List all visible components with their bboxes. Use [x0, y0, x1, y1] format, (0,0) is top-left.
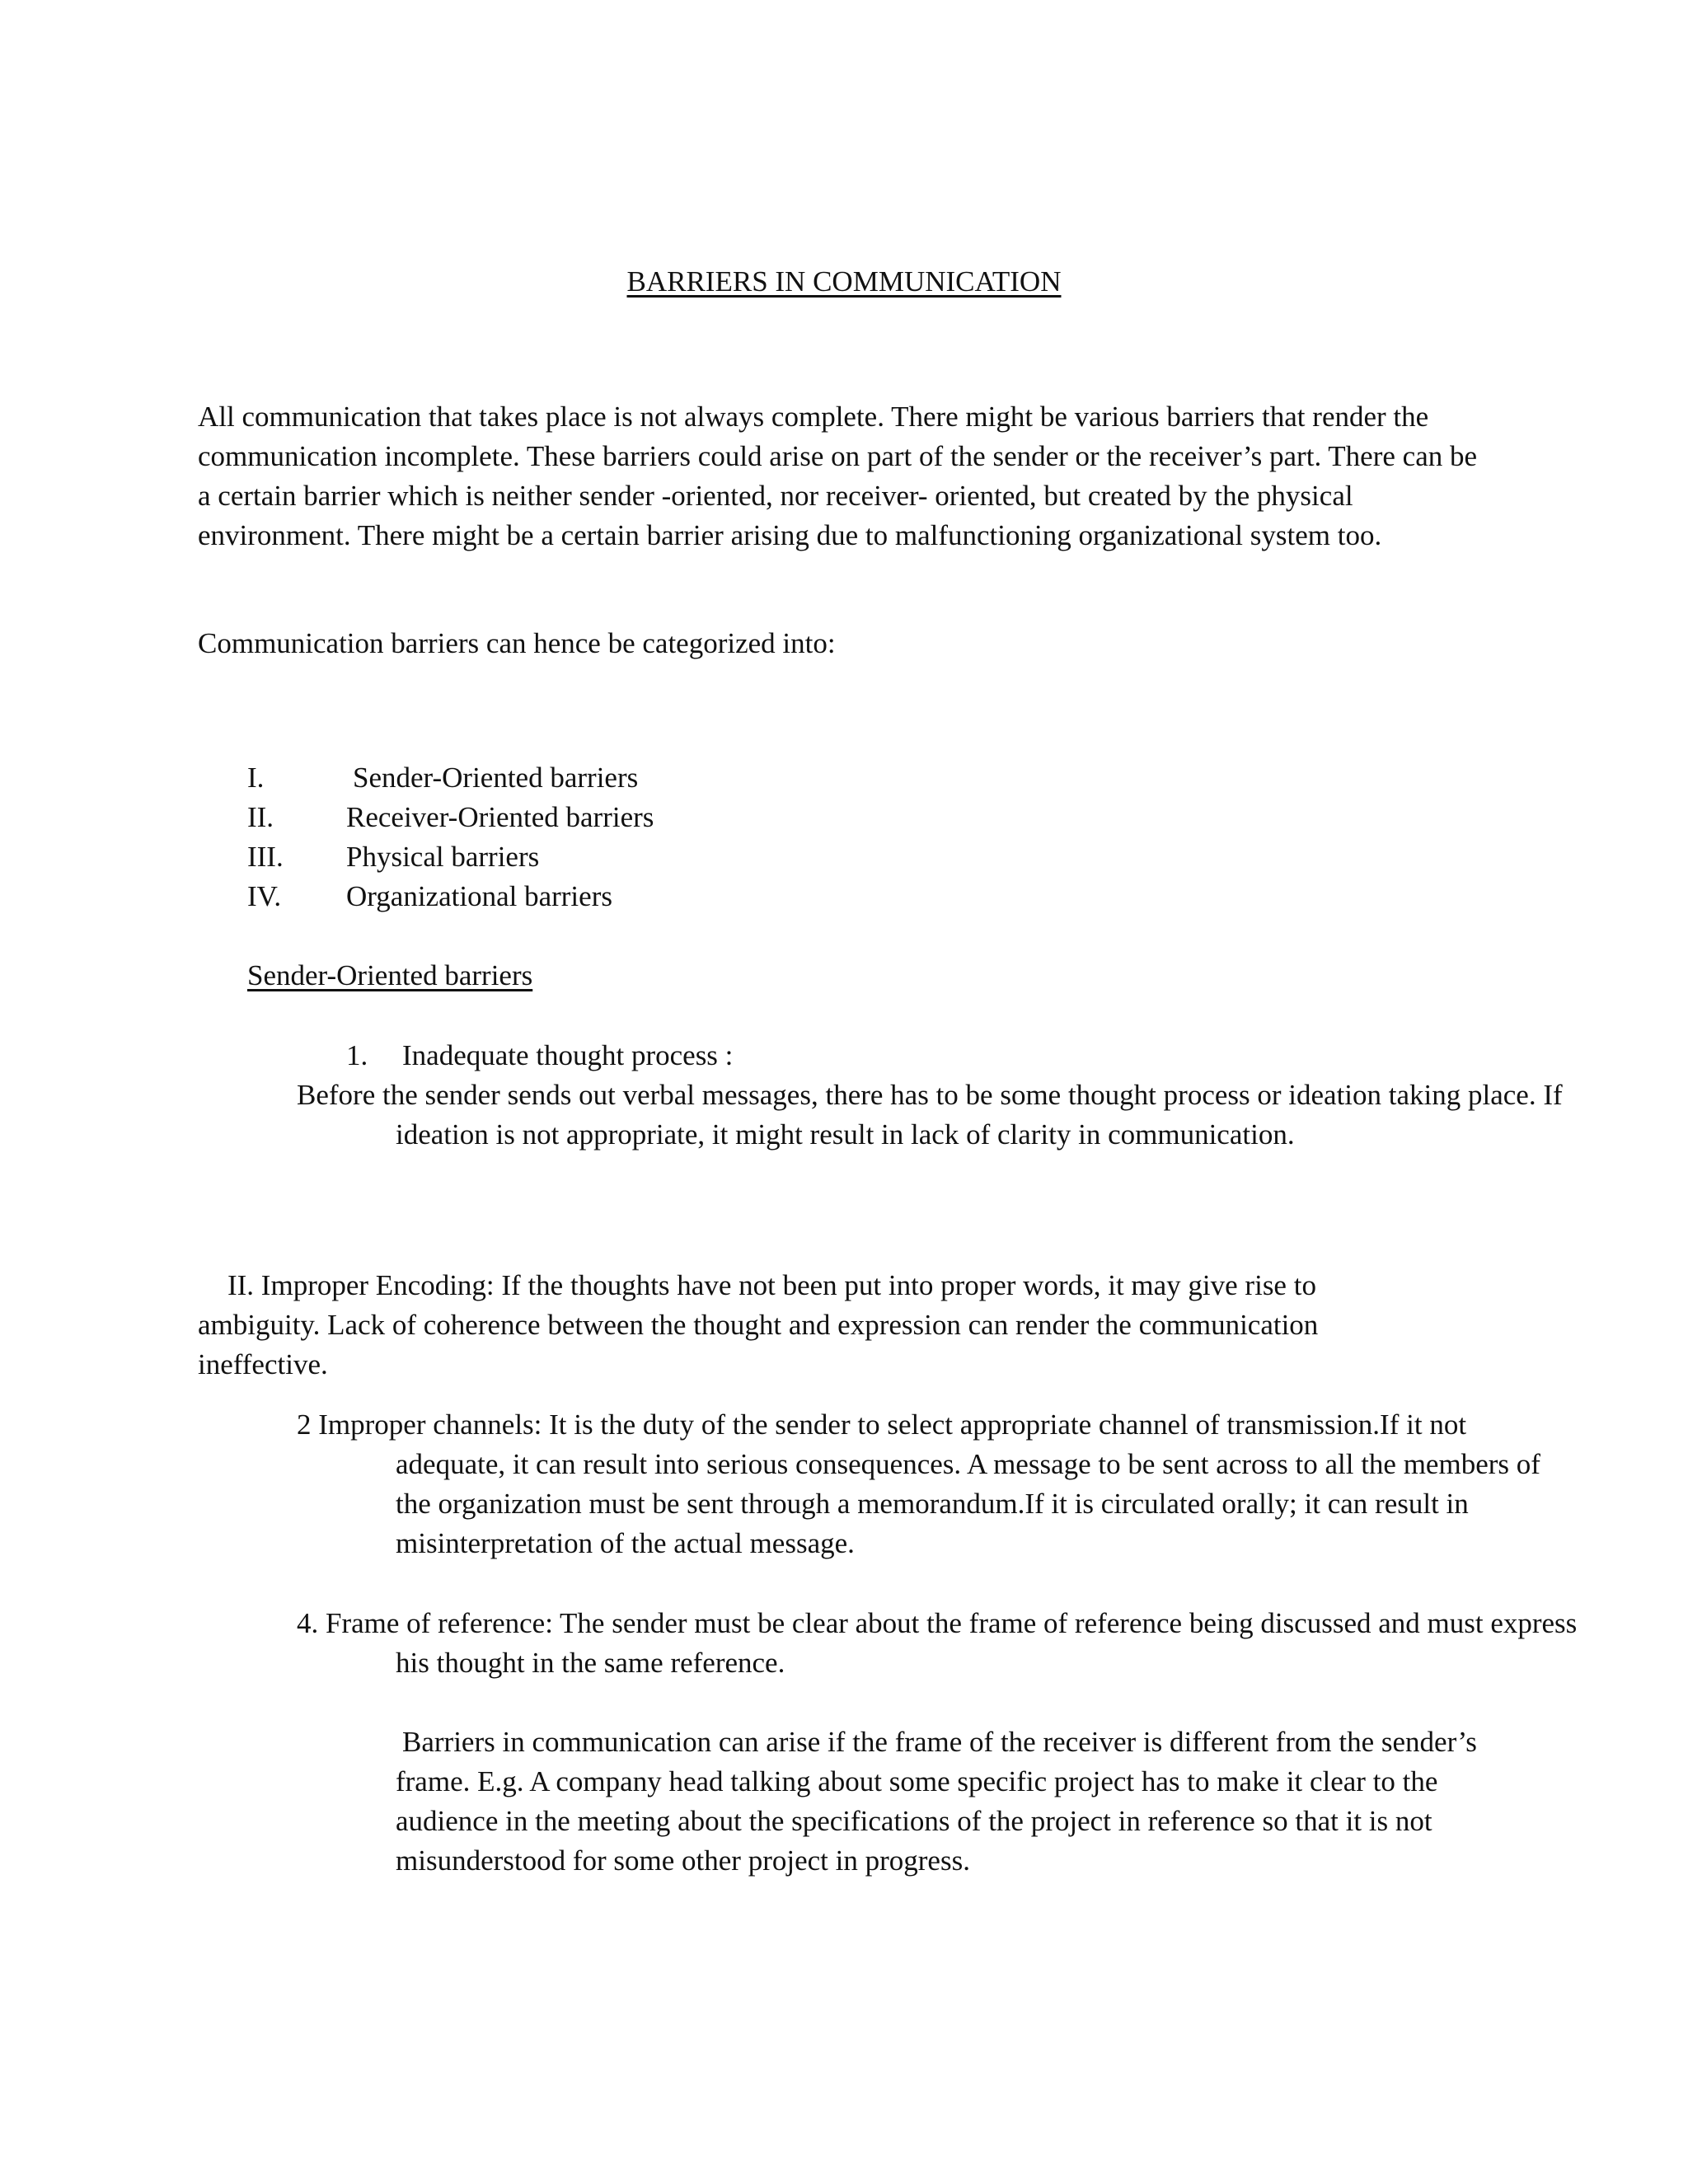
item-number: 1. [346, 1039, 368, 1071]
improper-channels-paragraph: 2 Improper channels: It is the duty of the sender to select appropriate channel of transmission.If it not adequate, it can result into serious consequences. A message to be sent across to all the members of the organization must be sent through a memorandum.If it is circulated orally; it can result in misinterpretation of the actual message. [297, 1408, 1540, 1559]
inadequate-thought-title [346, 1036, 733, 1076]
item-title: Inadequate thought process : [402, 1039, 734, 1071]
list-item-label: Receiver-Oriented barriers [346, 801, 654, 833]
list-item-label: Sender-Oriented barriers [353, 762, 639, 794]
document-title [0, 262, 1688, 302]
sender-oriented-heading: Sender-Oriented barriers [247, 959, 533, 991]
document-title-text: BARRIERS IN COMMUNICATION [626, 265, 1062, 298]
improper-encoding-paragraph: II. Improper Encoding: If the thoughts have not been put into proper words, it may give rise to ambiguity. Lack of coherence between the thought and expression can render the communication ineffective. [198, 1269, 1319, 1380]
list-item-number: I. [247, 762, 265, 794]
categorized-intro: Communication barriers can hence be categorized into: [198, 627, 836, 659]
frame-of-reference-paragraph: 4. Frame of reference: The sender must be clear about the frame of reference being discussed and must express his thought in the same reference. [297, 1607, 1578, 1679]
list-item-number: IV. [247, 880, 282, 912]
frame-note-paragraph: Barriers in communication can arise if the frame of the receiver is different from the sender’s frame. E.g. A company head talking about some specific project has to make it clear to the audience in the meeting about the specifications of the project in reference so that it is not misunderstood for some other project in progress. [396, 1726, 1477, 1877]
inadequate-thought-body: Before the sender sends out verbal messages, there has to be some thought process or ideation taking place. If ideation is not appropriate, it might result in lack of clarity in communication. [297, 1079, 1563, 1151]
list-item-label: Physical barriers [346, 841, 540, 873]
list-item-label: Organizational barriers [346, 880, 612, 912]
list-item-number: II. [247, 801, 274, 833]
intro-paragraph: All communication that takes place is not always complete. There might be various barriers that render the communication incomplete. These barriers could arise on part of the sender or the receiver’s part. There can be a certain barrier which is neither sender -oriented, nor receiver- oriented, but created by the physical environment. There might be a certain barrier arising due to malfunctioning organizational system too. [198, 401, 1478, 551]
list-item-number: III. [247, 841, 284, 873]
